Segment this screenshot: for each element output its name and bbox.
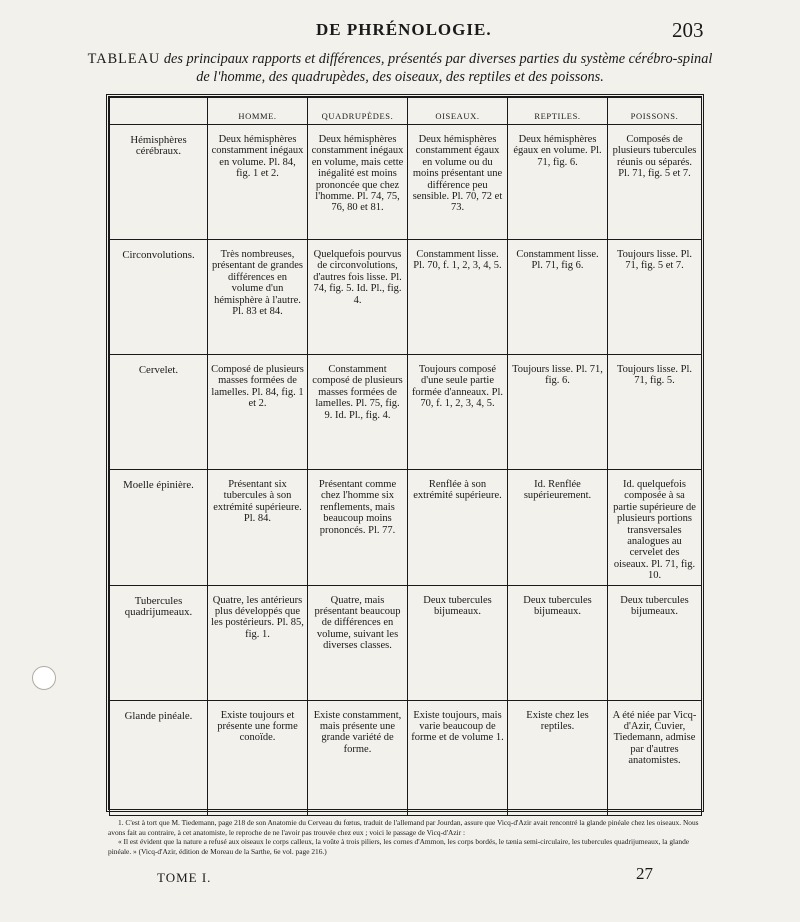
table-cell <box>308 240 408 355</box>
table-cell <box>508 355 608 470</box>
table-cell <box>308 470 408 586</box>
table-cell <box>308 125 408 240</box>
table-row <box>110 355 702 470</box>
cell-text: Existe chez les reptiles. <box>526 709 589 733</box>
column-header: REPTILES. <box>508 98 608 125</box>
table-row <box>110 700 702 815</box>
cell-text: Toujours composé d'une seule partie formée d'anneaux. Pl. 70, f. 1, 2, 3, 4, 5. <box>411 364 504 410</box>
table-cell <box>508 585 608 700</box>
table-row <box>110 470 702 586</box>
cell-text: Présentant comme chez l'homme six renflements, mais beaucoup moins prononcés. Pl. 77. <box>318 479 397 536</box>
cell-text: Deux tubercules bijumeaux. <box>523 594 592 618</box>
row-label: Circonvolutions. <box>110 240 208 355</box>
table-cell <box>208 240 308 355</box>
row-label: Tubercules quadrijumeaux. <box>110 585 208 700</box>
table-cell <box>208 700 308 815</box>
cell-text: Id. quelquefois composée à sa partie supérieure de plusieurs portions transversales analogues au cervelet des oiseaux. Pl. 71, fig. 10. <box>613 479 696 582</box>
column-header: QUADRUPÈDES. <box>308 98 408 125</box>
row-label: Glande pinéale. <box>110 700 208 815</box>
cell-text: Deux tubercules bijumeaux. <box>620 594 689 618</box>
table-cell <box>308 355 408 470</box>
cell-text: Deux hémisphères égaux en volume. Pl. 71, fig. 6. <box>513 134 602 168</box>
page-number: 203 <box>672 18 704 42</box>
row-label: Cervelet. <box>110 355 208 470</box>
cell-text: Constamment composé de plusieurs masses formées de lamelles. Pl. 75, fig. 9. Id. Pl., fig. 4. <box>312 364 403 421</box>
cell-text: Deux hémisphères constamment inégaux en volume. Pl. 84, fig. 1 et 2. <box>211 134 304 180</box>
cell-text: Toujours lisse. Pl. 71, fig. 6. <box>512 364 603 387</box>
table-cell <box>508 700 608 815</box>
cell-text: Constamment lisse. Pl. 70, f. 1, 2, 3, 4, 5. <box>413 249 502 272</box>
table-cell <box>208 355 308 470</box>
table-cell <box>508 125 608 240</box>
cell-text: Existe toujours, mais varie beaucoup de forme et de volume 1. <box>411 709 504 744</box>
cell-text: Deux hémisphères constamment égaux en volume ou du moins présentant une différence peu sensible. Pl. 70, 72 et 73. <box>412 134 503 214</box>
table-cell <box>508 240 608 355</box>
table-cell <box>408 125 508 240</box>
cell-text: Id. Renflée supérieurement. <box>523 479 592 502</box>
column-header: POISSONS. <box>608 98 702 125</box>
cell-text: Toujours lisse. Pl. 71, fig. 5 et 7. <box>616 249 693 272</box>
footnotes <box>108 818 708 856</box>
cell-text: Deux tubercules bijumeaux. <box>423 594 492 618</box>
table-row <box>110 125 702 240</box>
table-cell <box>408 700 508 815</box>
cell-text: Deux hémisphères constamment inégaux en volume, mais cette inégalité est moins prononcée que chez l'homme. Pl. 74, 75, 76, 80 et 81. <box>311 134 404 214</box>
table-cell <box>608 355 702 470</box>
table-cell <box>608 125 702 240</box>
cell-text: Présentant six tubercules à son extrémité supérieure. Pl. 84. <box>213 479 302 525</box>
table-cell <box>508 470 608 586</box>
cell-text: Composé de plusieurs masses formées de lamelles. Pl. 84, fig. 1 et 2. <box>211 364 304 410</box>
row-label: Hémisphères cérébraux. <box>110 125 208 240</box>
column-header: HOMME. <box>208 98 308 125</box>
cell-text: Quatre, les antérieurs plus développés que les postérieurs. Pl. 85, fig. 1. <box>211 594 304 640</box>
table-cell <box>608 700 702 815</box>
comparison-table-frame <box>106 94 704 812</box>
cell-text: Existe constamment, mais présente une grande variété de forme. <box>313 709 402 755</box>
caption-text: des principaux rapports et différences, présentés par diverses parties du système cérébro-spinal de l'homme, des quadrupèdes, des oiseaux, des reptiles et des poissons. <box>163 51 713 85</box>
table-cell <box>608 240 702 355</box>
footnote: « Il est évident que la nature a refusé aux oiseaux le corps calleux, la voûte à trois piliers, les cornes d'Ammon, les corps bordés, le tænia semi-circulaire, les tubercules quadrijumeaux, la glande pinéale. » (Vicq-d'Azir, édition de Moreau de la Sarthe, 6e vol. page 216.) <box>108 837 690 856</box>
footnote: 1. C'est à tort que M. Tiedemann, page 218 de son Anatomie du Cerveau du fœtus, traduit de l'allemand par Jourdan, assure que Vicq-d'Azir avait rencontré la glande pinéale chez les oiseaux. Nous avons fait au contraire, à cet anatomiste, le reproche de ne l'avoir pas trouvée chez eux ; voici le passage de Vicq-d'Azir : <box>108 818 699 837</box>
column-header: OISEAUX. <box>408 98 508 125</box>
table-row <box>110 585 702 700</box>
row-label: Moelle épinière. <box>110 470 208 586</box>
cell-text: Très nombreuses, présentant de grandes différences en volume d'un hémisphère à l'autre. Pl. 83 et 84. <box>212 249 303 318</box>
table-cell <box>308 585 408 700</box>
volume-mark: TOME I. <box>157 870 212 885</box>
table-cell <box>408 355 508 470</box>
table-row <box>110 240 702 355</box>
signature-number: 27 <box>636 864 653 883</box>
table-cell <box>408 240 508 355</box>
table-cell <box>208 125 308 240</box>
cell-text: Quelquefois pourvus de circonvolutions, d'autres fois lisse. Pl. 74, fig. 5. Id. Pl., fig. 4. <box>313 249 402 306</box>
column-header <box>110 98 208 125</box>
table-cell <box>208 585 308 700</box>
binding-hole <box>32 666 56 690</box>
cell-text: Existe toujours et présente une forme conoïde. <box>217 709 298 744</box>
cell-text: Quatre, mais présentant beaucoup de différences en volume, suivant les diverses classes. <box>314 594 401 652</box>
table-cell <box>608 585 702 700</box>
table-cell <box>608 470 702 586</box>
running-head <box>0 20 800 46</box>
caption-lead: TABLEAU <box>87 51 161 67</box>
cell-text: Renflée à son extrémité supérieure. <box>413 479 502 502</box>
running-title: DE PHRÉNOLOGIE. <box>316 20 492 39</box>
table-cell <box>208 470 308 586</box>
cell-text: Composés de plusieurs tubercules réunis ou séparés. Pl. 71, fig. 5 et 7. <box>612 134 697 180</box>
table-cell <box>408 470 508 586</box>
table-caption <box>80 50 720 86</box>
cell-text: A été niée par Vicq-d'Azir, Cuvier, Tiedemann, admise par d'autres anatomistes. <box>612 709 697 767</box>
cell-text: Constamment lisse. Pl. 71, fig 6. <box>516 249 599 272</box>
table-cell <box>308 700 408 815</box>
cell-text: Toujours lisse. Pl. 71, fig. 5. <box>616 364 693 387</box>
table-header-row <box>110 98 702 125</box>
comparison-table <box>109 97 702 816</box>
table-cell <box>408 585 508 700</box>
